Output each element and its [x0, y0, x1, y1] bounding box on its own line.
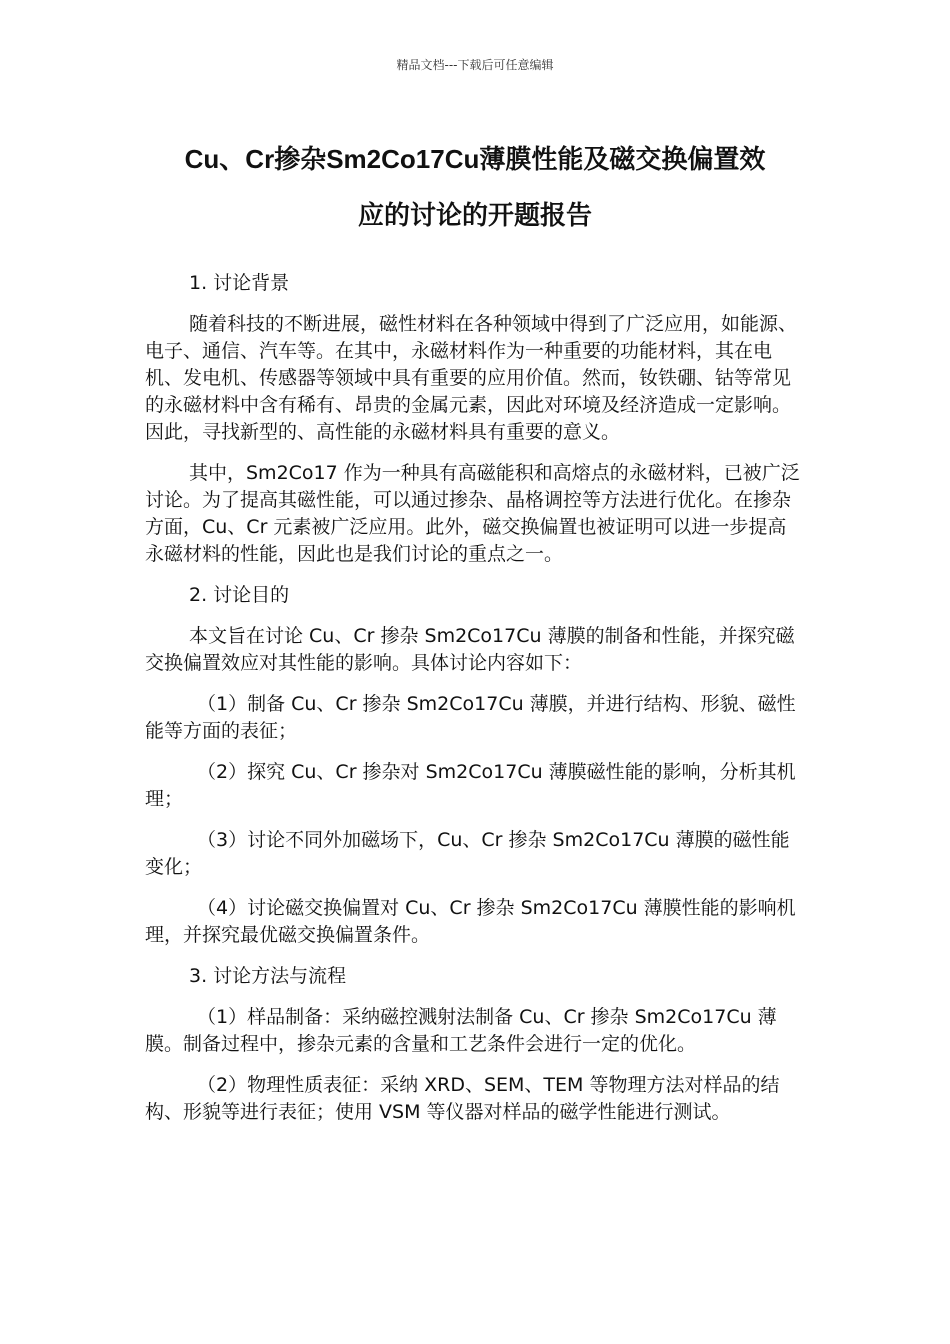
list-item-purpose-3: （3）讨论不同外加磁场下，Cu、Cr 掺杂 Sm2Co17Cu 薄膜的磁性能变化； — [145, 829, 790, 878]
section-heading-background: 1. 讨论背景 — [189, 272, 290, 294]
list-item-purpose-1: （1）制备 Cu、Cr 掺杂 Sm2Co17Cu 薄膜，并进行结构、形貌、磁性能等方面的表征； — [145, 693, 796, 742]
section-heading-method: 3. 讨论方法与流程 — [189, 965, 347, 987]
paragraph-background-1: 随着科技的不断进展，磁性材料在各种领域中得到了广泛应用，如能源、电子、通信、汽车等。在其中，永磁材料作为一种重要的功能材料，其在电机、发电机、传感器等领域中具有重要的应用价值。然而，钕铁硼、钴等常见的永磁材料中含有稀有、昂贵的金属元素，因此对环境及经济造成一定影响。因此，寻找新型的、高性能的永磁材料具有重要的意义。 — [145, 313, 798, 443]
title-line-1: Cu、Cr掺杂Sm2Co17Cu薄膜性能及磁交换偏置效 — [184, 144, 766, 174]
list-item-method-2: （2）物理性质表征：采纳 XRD、SEM、TEM 等物理方法对样品的结构、形貌等进行表征；使用 VSM 等仪器对样品的磁学性能进行测试。 — [145, 1074, 780, 1123]
paragraph-purpose: 本文旨在讨论 Cu、Cr 掺杂 Sm2Co17Cu 薄膜的制备和性能，并探究磁交换偏置效应对其性能的影响。具体讨论内容如下： — [145, 625, 795, 674]
document-title — [120, 131, 830, 243]
list-item-purpose-4: （4）讨论磁交换偏置对 Cu、Cr 掺杂 Sm2Co17Cu 薄膜性能的影响机理，并探究最优磁交换偏置条件。 — [145, 897, 796, 946]
page-header: 精品文档---下载后可任意编辑 — [396, 58, 554, 72]
title-line-2: 应的讨论的开题报告 — [357, 200, 592, 230]
list-item-purpose-2: （2）探究 Cu、Cr 掺杂对 Sm2Co17Cu 薄膜磁性能的影响，分析其机理； — [145, 761, 796, 810]
section-heading-purpose: 2. 讨论目的 — [189, 584, 290, 606]
document-body — [145, 270, 803, 1140]
paragraph-background-2: 其中，Sm2Co17 作为一种具有高磁能积和高熔点的永磁材料，已被广泛讨论。为了提高其磁性能，可以通过掺杂、晶格调控等方法进行优化。在掺杂方面，Cu、Cr 元素被广泛应用。此外，磁交换偏置也被证明可以进一步提高永磁材料的性能，因此也是我们讨论的重点之一。 — [145, 462, 800, 565]
list-item-method-1: （1）样品制备：采纳磁控溅射法制备 Cu、Cr 掺杂 Sm2Co17Cu 薄膜。制备过程中，掺杂元素的含量和工艺条件会进行一定的优化。 — [145, 1006, 777, 1055]
